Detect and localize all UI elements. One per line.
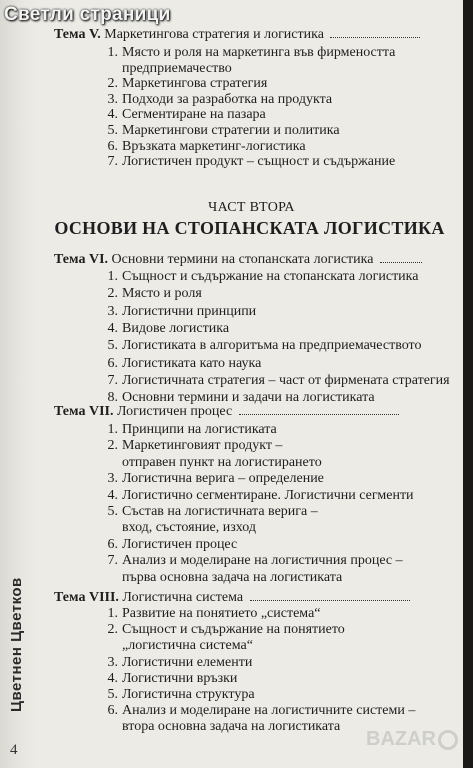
item-text: вход, състояние, изход	[122, 520, 256, 536]
theme-vii-label: Тема VII.	[54, 404, 114, 419]
item-text: Логистични връзки	[122, 670, 238, 686]
item-text: Логистични принципи	[122, 303, 257, 319]
item-text: Развитие на понятието „система“	[122, 606, 321, 621]
theme-vii-title: Логистичен процес	[116, 404, 233, 419]
item-number: 3.	[107, 303, 118, 319]
item-text: Подходи за разработка на продукта	[122, 91, 333, 107]
item-text: Логистични елементи	[122, 654, 253, 670]
item-text: Логистично сегментиране. Логистични сегменти	[122, 487, 414, 503]
item-text: Логистична верига – определение	[122, 471, 324, 487]
item-number: 2.	[107, 622, 118, 638]
item-number: 6.	[107, 536, 118, 552]
item-number: 8.	[107, 390, 118, 406]
item-number: 2.	[107, 438, 118, 454]
item-text: Маркетингови стратегии и политика	[122, 123, 340, 138]
theme-vi-title: Основни термини на стопанската логистика	[111, 252, 374, 267]
item-text: Логистичен процес	[122, 536, 238, 552]
theme-viii-label: Тема VIII.	[54, 590, 119, 605]
item-number: 2.	[107, 286, 118, 302]
item-text: Видове логистика	[122, 320, 230, 336]
item-number: 2.	[107, 76, 118, 92]
item-text: предприемачество	[122, 60, 232, 76]
item-number: 5.	[107, 687, 118, 702]
item-text: Маркетинговият продукт –	[122, 438, 283, 454]
item-text: Логистиката като наука	[122, 355, 262, 371]
part-two-title: ОСНОВИ НА СТОПАНСКАТА ЛОГИСТИКА	[54, 218, 445, 238]
item-number: 3.	[107, 471, 118, 487]
item-text: Логистична структура	[122, 687, 255, 702]
item-text: Основни термини и задачи на логистиката	[122, 390, 375, 406]
item-number: 1.	[107, 269, 118, 284]
bazar-logo-text: BAZAR	[366, 728, 436, 750]
theme-vi-label: Тема VI.	[54, 252, 109, 267]
dot-leader	[330, 37, 420, 38]
item-number: 7.	[107, 372, 118, 388]
item-text: Анализ и моделиране на логистичния процес –	[122, 553, 403, 569]
item-text: Маркетингова стратегия	[122, 76, 268, 92]
watermark-store-name: Светли страници	[4, 4, 171, 25]
theme-vii-heading	[54, 404, 399, 420]
item-text: Логистичната стратегия – част от фирмената стратегия	[122, 372, 450, 388]
item-text: първа основна задача на логистиката	[122, 569, 343, 585]
item-number: 3.	[107, 91, 118, 107]
item-number: 5.	[107, 123, 118, 138]
theme-vi-heading	[54, 252, 422, 268]
item-number: 3.	[107, 654, 118, 670]
item-text: Логистиката в алгоритъма на предприемачеството	[122, 338, 422, 354]
bazar-logo	[366, 728, 458, 751]
item-number: 4.	[107, 487, 118, 503]
item-text: Място и роля на маркетинга във фирмеността	[122, 45, 396, 60]
dot-leader	[239, 414, 399, 415]
item-number: 5.	[107, 504, 118, 519]
item-number: 1.	[107, 45, 118, 60]
theme-v-label: Тема V.	[54, 27, 101, 42]
item-number: 6.	[107, 138, 118, 154]
item-text: Връзката маркетинг-логистика	[122, 138, 306, 154]
item-number: 1.	[107, 606, 118, 621]
item-number: 6.	[107, 355, 118, 371]
item-number: 1.	[107, 422, 118, 437]
spine-author-name: Цветнен Цветков	[8, 577, 25, 712]
dot-leader	[250, 600, 410, 601]
item-text: Анализ и моделиране на логистичните системи –	[122, 703, 416, 719]
item-text: Принципи на логистиката	[122, 422, 277, 437]
bazar-logo-mark-icon	[438, 730, 458, 750]
item-text: отправен пункт на логистирането	[122, 454, 322, 470]
item-number: 7.	[107, 553, 118, 569]
theme-viii-heading	[54, 590, 410, 606]
item-text: втора основна задача на логистиката	[122, 719, 341, 735]
item-number: 4.	[107, 107, 118, 123]
item-number: 6.	[107, 703, 118, 719]
theme-viii-title: Логистична система	[122, 590, 244, 605]
item-text: „логистична система“	[122, 638, 253, 654]
theme-v-heading	[54, 27, 420, 43]
theme-v-title: Маркетингова стратегия и логистика	[104, 27, 324, 42]
dot-leader	[380, 262, 422, 263]
item-number: 4.	[107, 320, 118, 336]
item-text: Същност и съдържание на стопанската логистика	[122, 269, 419, 284]
part-two-label: ЧАСТ ВТОРА	[208, 200, 295, 215]
item-text: Място и роля	[122, 286, 202, 302]
page-number: 4	[10, 742, 18, 758]
item-text: Сегментиране на пазара	[122, 107, 266, 123]
item-number: 7.	[107, 154, 118, 170]
item-text: Същност и съдържание на понятието	[122, 622, 345, 638]
item-number: 5.	[107, 338, 118, 354]
item-text: Логистичен продукт – същност и съдържание	[122, 154, 396, 170]
item-number: 4.	[107, 670, 118, 686]
item-text: Състав на логистичната верига –	[122, 504, 318, 519]
